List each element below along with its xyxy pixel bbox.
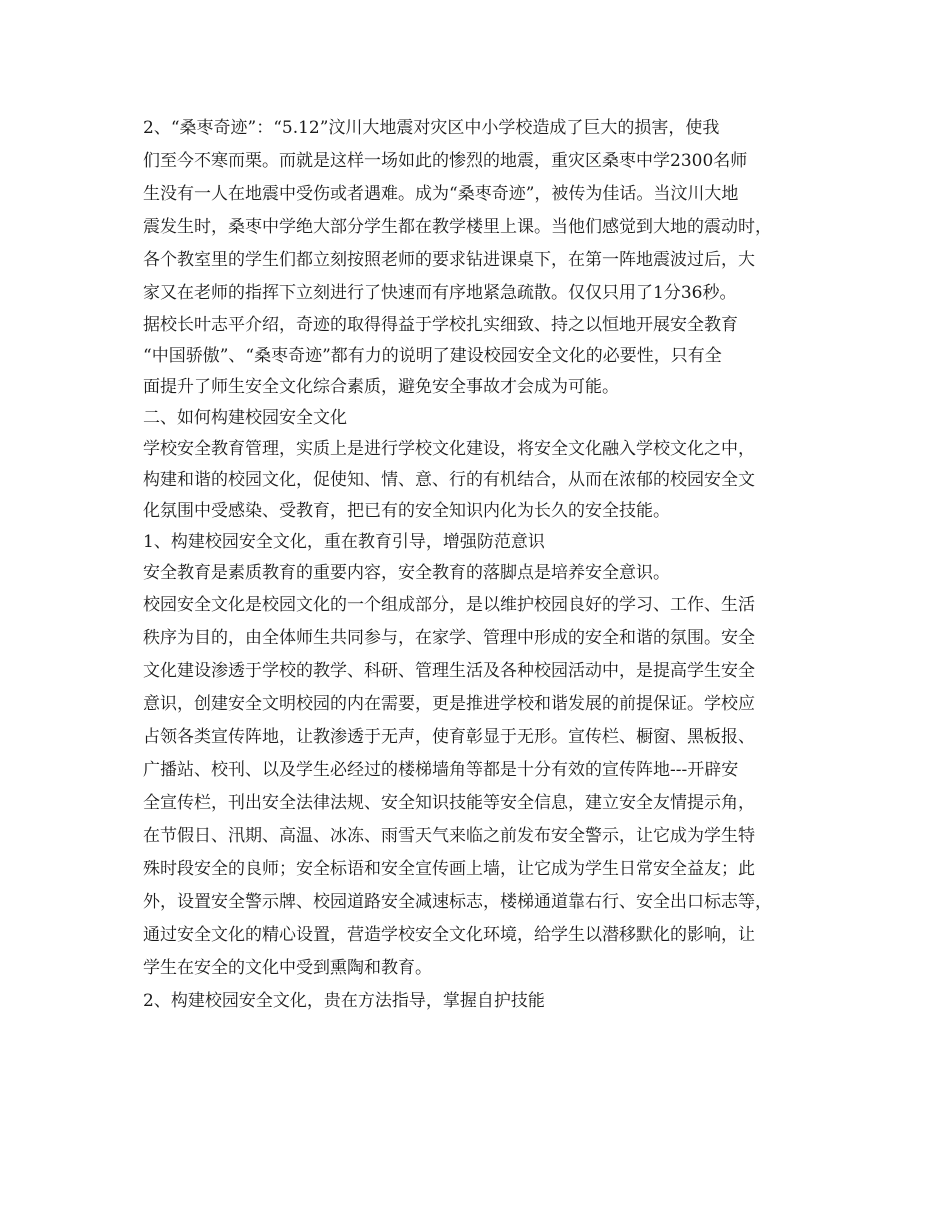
- text-line: 安全教育是素质教育的重要内容，安全教育的落脚点是培养安全意识。: [143, 563, 670, 583]
- text-line: 2、“桑枣奇迹”：“5.12”汶川大地震对灾区中小学校造成了巨大的损害，使我: [143, 118, 720, 138]
- text-line: 化氛围中受感染、受教育，把已有的安全知识内化为长久的安全技能。: [143, 501, 670, 521]
- text-line: 通过安全文化的精心设置，营造学校安全文化环境，给学生以潜移默化的影响，让: [143, 925, 755, 945]
- text-line: 殊时段安全的良师；安全标语和安全宣传画上墙，让它成为学生日常安全益友；此: [143, 859, 755, 879]
- text-line: 生没有一人在地震中受伤或者遇难。成为“桑枣奇迹”，被传为佳话。当汶川大地: [143, 184, 739, 204]
- text-line: 在节假日、汛期、高温、冰冻、雨雪天气来临之前发布安全警示，让它成为学生特: [143, 826, 755, 846]
- text-line: 广播站、校刊、以及学生必经过的楼梯墙角等都是十分有效的宣传阵地---开辟安: [143, 760, 739, 780]
- text-line: 占领各类宣传阵地，让教渗透于无声，使育彰显于无形。宣传栏、橱窗、黑板报、: [143, 727, 755, 747]
- text-line: 据校长叶志平介绍，奇迹的取得得益于学校扎实细致、持之以恒地开展安全教育: [143, 315, 738, 335]
- text-line: 意识，创建安全文明校园的内在需要，更是推进学校和谐发展的前提保证。学校应: [143, 694, 755, 714]
- text-line: 面提升了师生安全文化综合素质，避免安全事故才会成为可能。: [143, 377, 619, 397]
- text-line: 家又在老师的指挥下立刻进行了快速而有序地紧急疏散。仅仅只用了1分36秒。: [143, 283, 737, 303]
- section-heading: 二、如何构建校园安全文化: [143, 408, 347, 428]
- text-line: 学校安全教育管理，实质上是进行学校文化建设，将安全文化融入学校文化之中，: [143, 439, 755, 459]
- document-page: [143, 112, 823, 1018]
- text-line: 全宣传栏，刊出安全法律法规、安全知识技能等安全信息，建立安全友情提示角，: [143, 793, 755, 813]
- text-line: 震发生时，桑枣中学绝大部分学生都在教学楼里上课。当他们感觉到大地的震动时，: [143, 217, 772, 237]
- subsection-heading: 2、构建校园安全文化，贵在方法指导，掌握自护技能: [143, 991, 545, 1011]
- text-line: 各个教室里的学生们都立刻按照老师的要求钻进课桌下，在第一阵地震波过后，大: [143, 250, 755, 270]
- subsection-heading: 1、构建校园安全文化，重在教育引导，增强防范意识: [143, 532, 545, 552]
- text-line: 秩序为目的，由全体师生共同参与，在家学、管理中形成的安全和谐的氛围。安全: [143, 628, 755, 648]
- text-line: 们至今不寒而栗。而就是这样一场如此的惨烈的地震，重灾区桑枣中学2300名师: [143, 151, 748, 171]
- text-line: 学生在安全的文化中受到熏陶和教育。: [143, 958, 432, 978]
- text-line: 校园安全文化是校园文化的一个组成部分，是以维护校园良好的学习、工作、生活: [143, 595, 755, 615]
- text-line: 文化建设渗透于学校的教学、科研、管理生活及各种校园活动中，是提高学生安全: [143, 661, 755, 681]
- text-line: 外，设置安全警示牌、校园道路安全减速标志，楼梯通道靠右行、安全出口标志等，: [143, 892, 772, 912]
- text-line: “中国骄傲”、“桑枣奇迹”都有力的说明了建设校园安全文化的必要性，只有全: [143, 346, 722, 366]
- text-line: 构建和谐的校园文化，促使知、情、意、行的有机结合，从而在浓郁的校园安全文: [143, 470, 755, 490]
